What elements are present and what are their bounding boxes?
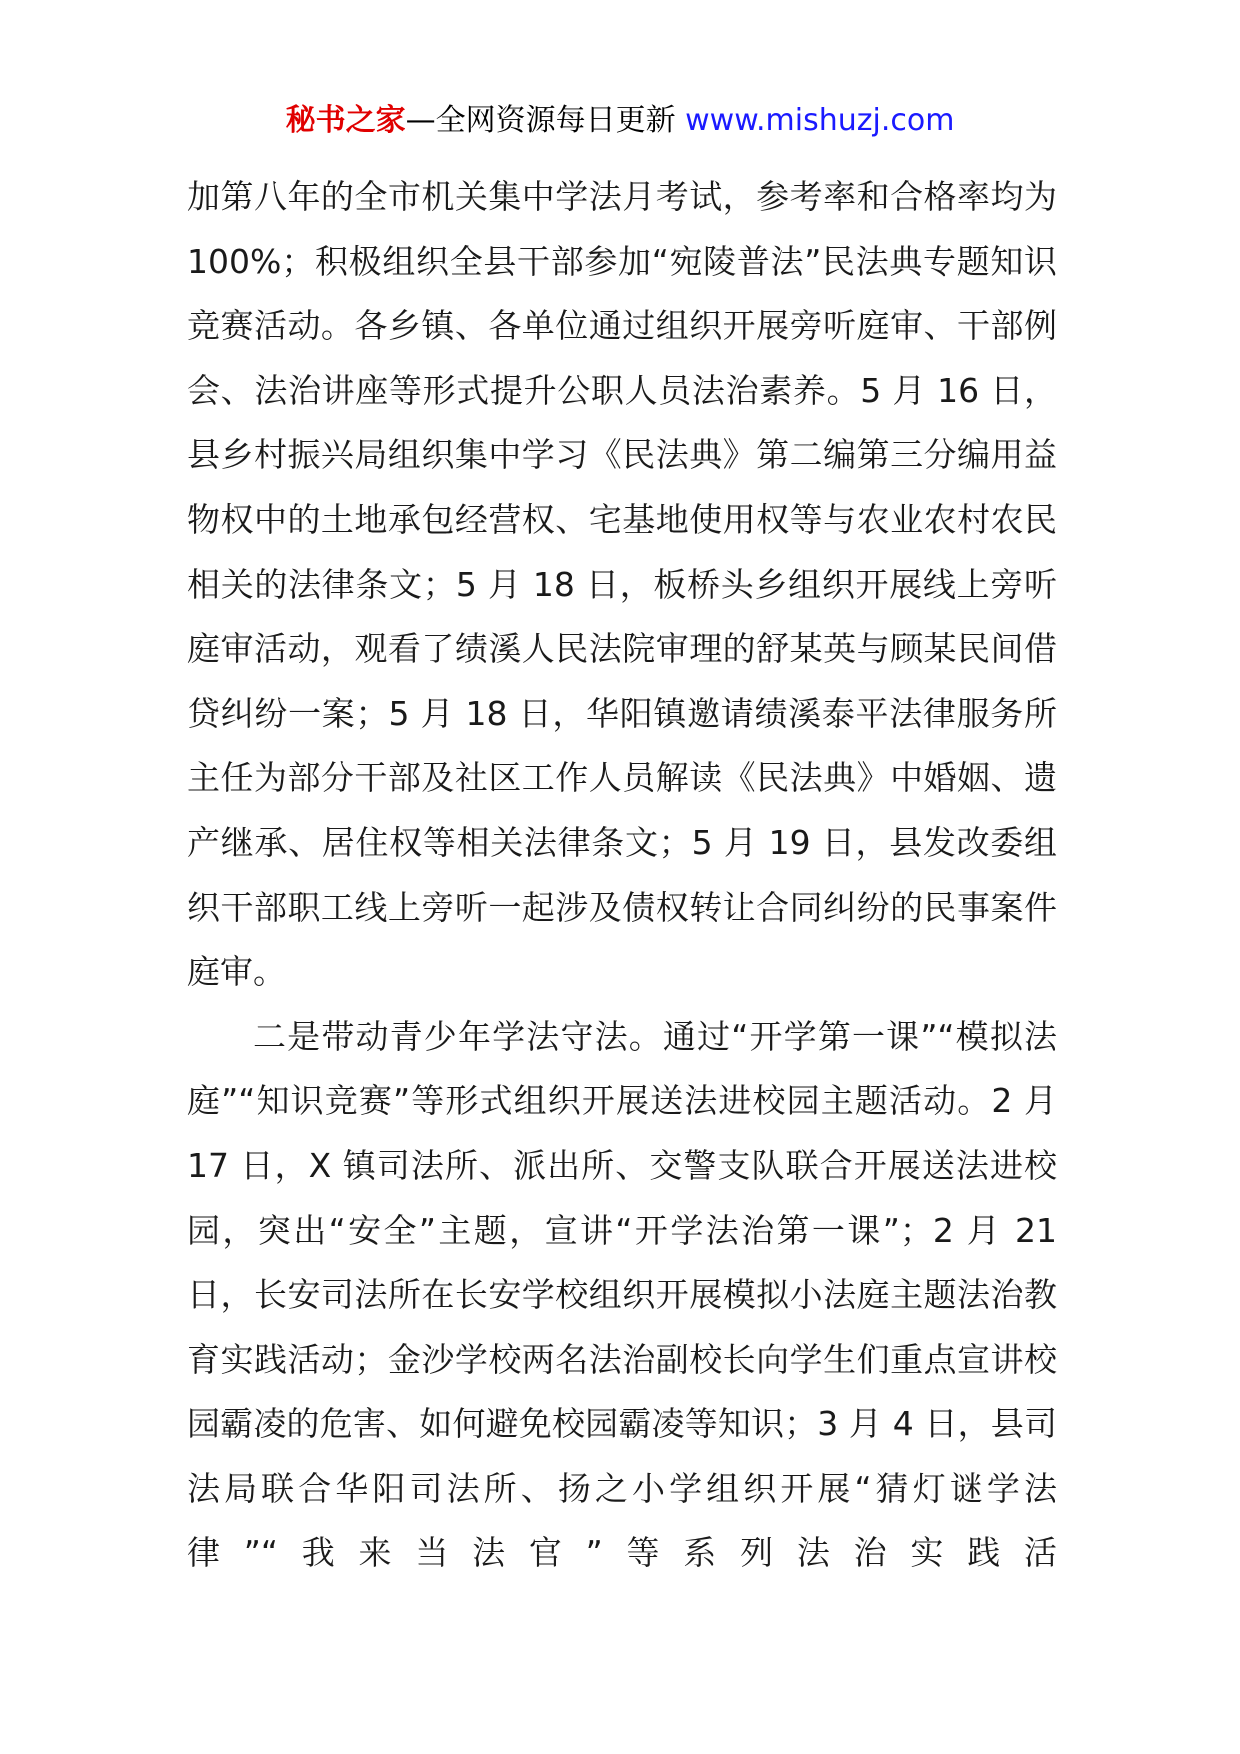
page-header bbox=[0, 96, 1240, 146]
brand-name: 秘书之家 bbox=[285, 103, 406, 138]
website-link[interactable]: www.mishuzj.com bbox=[685, 103, 955, 138]
paragraph-1: 加第八年的全市机关集中学法月考试，参考率和合格率均为 100%；积极组织全县干部参加“宛陵普法”民法典专题知识竞赛活动。各乡镇、各单位通过组织开展旁听庭审、干部例会、法治讲座等形式提升公职人员法治素养。5 月 16 日，县乡村振兴局组织集中学习《民法典》第二编第三分编用益物权中的土地承包经营权、宅基地使用权等与农业农村农民相关的法律条文；5 月 18 日，板桥头乡组织开展线上旁听庭审活动，观看了绩溪人民法院审理的舒某英与顾某民间借贷纠纷一案；5 月 18 日，华阳镇邀请绩溪泰平法律服务所主任为部分干部及社区工作人员解读《民法典》中婚姻、遗产继承、居住权等相关法律条文；5 月 19 日，县发改委组织干部职工线上旁听一起涉及债权转让合同纠纷的民事案件庭审。 bbox=[187, 177, 1057, 992]
header-tagline: —全网资源每日更新 bbox=[405, 103, 676, 138]
paragraph-2: 二是带动青少年学法守法。通过“开学第一课”“模拟法庭”“知识竞赛”等形式组织开展送法进校园主题活动。2 月 17 日，X 镇司法所、派出所、交警支队联合开展送法进校园，突出“安全”主题，宣讲“开学法治第一课”；2 月 21 日，长安司法所在长安学校组织开展模拟小法庭主题法治教育实践活动；金沙学校两名法治副校长向学生们重点宣讲校园霸凌的危害、如何避免校园霸凌等知识；3 月 4 日，县司法局联合华阳司法所、扬之小学组织开展“猜灯谜学法律”“我来当法官”等系列法治实践活 bbox=[187, 1016, 1057, 1573]
document-body bbox=[187, 165, 1057, 1586]
